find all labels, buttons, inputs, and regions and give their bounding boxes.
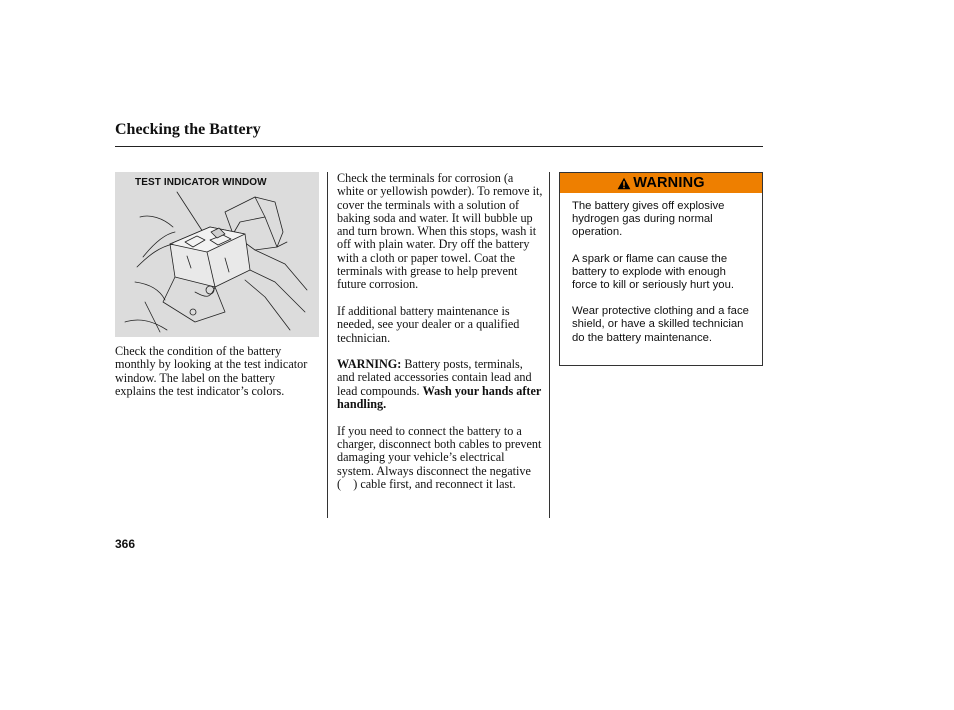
page-title: Checking the Battery bbox=[115, 121, 261, 138]
warning-paragraph: The battery gives off explosive hydrogen gas during normal operation. bbox=[572, 200, 725, 239]
lead-warning-text: Battery posts, terminals, and related accessories contain lead and lead compounds. bbox=[337, 357, 532, 398]
warning-header bbox=[560, 173, 762, 193]
column-divider bbox=[327, 172, 328, 518]
lead-warning-paragraph bbox=[337, 358, 543, 411]
warning-box bbox=[559, 172, 763, 366]
title-divider bbox=[115, 146, 763, 147]
battery-check-text: Check the condition of the battery monthly by looking at the test indicator window. The label on the battery explains the test indicator’s colors. bbox=[115, 344, 308, 398]
warning-paragraph: Wear protective clothing and a face shield, or have a skilled technician do the battery maintenance. bbox=[572, 305, 749, 344]
warning-triangle-icon bbox=[617, 177, 631, 190]
charger-paragraph: If you need to connect the battery to a charger, disconnect both cables to prevent damaging your vehicle’s electrical system. Always disconnect the negative ( ) cable first, and reconnect it last. bbox=[337, 423, 542, 491]
figure-label: TEST INDICATOR WINDOW bbox=[135, 177, 267, 188]
maintenance-paragraph: If additional battery maintenance is needed, see your dealer or a qualified technician. bbox=[337, 303, 520, 345]
wash-hands-text: Wash your hands after handling. bbox=[337, 383, 542, 412]
warning-title: WARNING bbox=[633, 175, 705, 191]
column-divider bbox=[549, 172, 550, 518]
warning-body bbox=[560, 193, 762, 345]
corrosion-instructions bbox=[337, 172, 543, 504]
battery-illustration bbox=[115, 172, 319, 337]
lead-warning-label: WARNING: bbox=[337, 357, 402, 372]
warning-paragraph: A spark or flame can cause the battery to explode with enough force to kill or seriously hurt you. bbox=[572, 252, 734, 292]
page-number: 366 bbox=[115, 537, 136, 551]
battery-drawing bbox=[115, 172, 319, 337]
corrosion-paragraph: Check the terminals for corrosion (a white or yellowish powder). To remove it, cover the terminals with a solution of baking soda and water. It will bubble up and turn brown. When this stops, wash it off with plain water. Dry off the battery with a cloth or paper towel. Coat the terminals with grease to help prevent future corrosion. bbox=[337, 171, 543, 292]
